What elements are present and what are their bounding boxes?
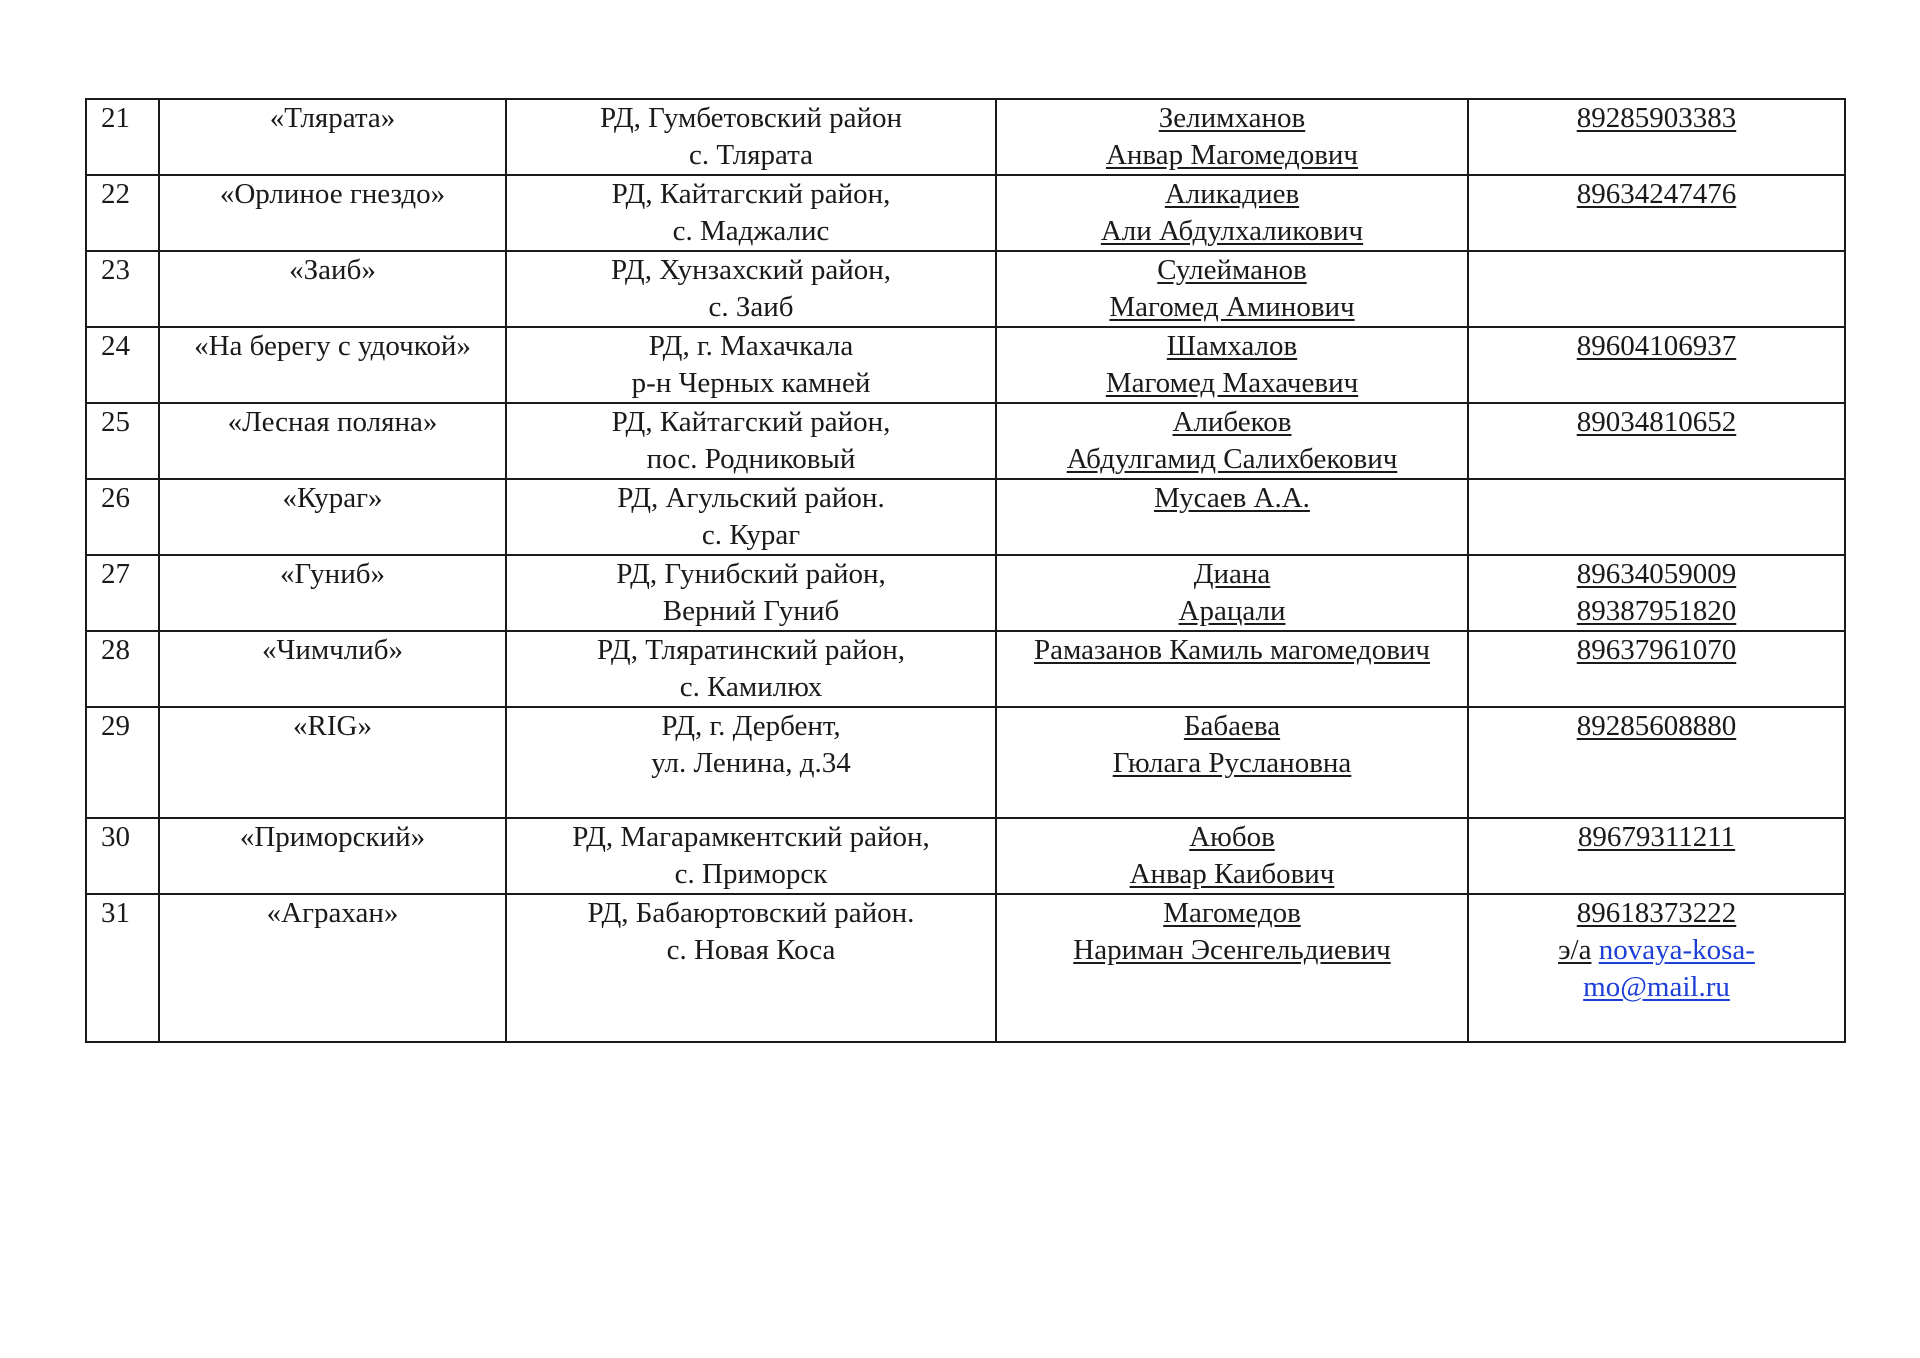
contact-cell <box>996 99 1468 175</box>
object-name: «Чимчлиб» <box>159 631 506 707</box>
address-line: РД, Хунзахский район, <box>610 254 892 286</box>
address-line: РД, Тляратинский район, <box>596 634 906 666</box>
contact-line: Бабаева <box>1183 710 1281 742</box>
table-row <box>86 479 1845 555</box>
table-row <box>86 894 1845 1042</box>
row-number: 31 <box>86 894 159 1042</box>
table-row <box>86 327 1845 403</box>
address-line: РД, г. Махачкала <box>648 330 854 362</box>
phone-cell <box>1468 175 1845 251</box>
contact-line: Нариман Эсенгельдиевич <box>1073 934 1391 966</box>
email-prefix: э/а <box>1558 934 1592 966</box>
contact-line: Абдулгамид Салихбекович <box>1066 443 1398 475</box>
contact-line: Аюбов <box>1189 821 1275 853</box>
contact-cell <box>996 479 1468 555</box>
table-row <box>86 631 1845 707</box>
address-line: пос. Родниковый <box>646 443 856 475</box>
contact-cell <box>996 175 1468 251</box>
address-line: РД, Кайтагский район, <box>611 406 891 438</box>
phone-number: 89285903383 <box>1576 102 1737 134</box>
table-row <box>86 403 1845 479</box>
phone-number: 89034810652 <box>1576 406 1737 438</box>
contact-line: Рамазанов Камиль магомедович <box>1033 634 1430 666</box>
phone-number: 89637961070 <box>1576 634 1737 666</box>
contact-line: Магомед Аминович <box>1109 291 1355 323</box>
object-name: «Заиб» <box>159 251 506 327</box>
contact-line: Анвар Магомедович <box>1105 139 1359 171</box>
row-number: 22 <box>86 175 159 251</box>
object-name: «Тлярата» <box>159 99 506 175</box>
table-row <box>86 818 1845 894</box>
phone-number: 89387951820 <box>1576 595 1737 627</box>
contact-cell <box>996 707 1468 818</box>
object-name: «Лесная поляна» <box>159 403 506 479</box>
phone-cell <box>1468 251 1845 327</box>
contact-line: Гюлага Руслановна <box>1112 747 1352 779</box>
table-row <box>86 707 1845 818</box>
contact-line: Магомед Махачевич <box>1105 367 1359 399</box>
row-number: 25 <box>86 403 159 479</box>
contact-cell <box>996 818 1468 894</box>
contact-line: Мусаев А.А. <box>1154 482 1310 514</box>
table-row <box>86 99 1845 175</box>
address-cell <box>506 555 996 631</box>
row-number: 27 <box>86 555 159 631</box>
row-number: 24 <box>86 327 159 403</box>
address-cell <box>506 327 996 403</box>
contact-line: Зелимханов <box>1158 102 1306 134</box>
address-cell <box>506 707 996 818</box>
object-name: «Кураг» <box>159 479 506 555</box>
contact-cell <box>996 327 1468 403</box>
phone-number: 89679311211 <box>1577 821 1736 853</box>
contact-cell <box>996 894 1468 1042</box>
phone-cell <box>1468 707 1845 818</box>
contact-cell <box>996 251 1468 327</box>
address-line: ул. Ленина, д.34 <box>651 747 851 779</box>
address-line: РД, г. Дербент, <box>661 710 841 742</box>
contact-line: Аликадиев <box>1164 178 1300 210</box>
address-cell <box>506 479 996 555</box>
document-page <box>85 98 1846 1043</box>
contact-cell <box>996 403 1468 479</box>
phone-number: 89285608880 <box>1576 710 1737 742</box>
phone-cell <box>1468 327 1845 403</box>
address-cell <box>506 99 996 175</box>
address-line: РД, Бабаюртовский район. <box>587 897 915 929</box>
address-cell <box>506 175 996 251</box>
phone-cell <box>1468 555 1845 631</box>
address-line: РД, Гумбетовский район <box>599 102 903 134</box>
email-link[interactable]: novaya-kosa- <box>1598 934 1755 966</box>
address-line: р-н Черных камней <box>631 367 871 399</box>
contact-line: Алибеков <box>1172 406 1292 438</box>
address-line: РД, Кайтагский район, <box>611 178 891 210</box>
address-line: с. Кураг <box>701 519 801 551</box>
address-cell <box>506 403 996 479</box>
table-row <box>86 175 1845 251</box>
row-number: 28 <box>86 631 159 707</box>
object-name: «На берегу с удочкой» <box>159 327 506 403</box>
contact-line: Анвар Каибович <box>1129 858 1335 890</box>
address-line: РД, Магарамкентский район, <box>572 821 930 853</box>
object-name: «Аграхан» <box>159 894 506 1042</box>
table-row <box>86 251 1845 327</box>
address-line: с. Маджалис <box>672 215 830 247</box>
contacts-table <box>85 98 1846 1043</box>
address-line: с. Тлярата <box>689 139 813 171</box>
address-line: с. Камилюх <box>679 671 823 703</box>
contact-line: Али Абдулхаликович <box>1100 215 1364 247</box>
contact-line: Диана <box>1193 558 1271 590</box>
phone-cell <box>1468 631 1845 707</box>
address-line: Верний Гуниб <box>662 595 840 627</box>
row-number: 21 <box>86 99 159 175</box>
row-number: 23 <box>86 251 159 327</box>
address-line: с. Приморск <box>674 858 828 890</box>
contact-cell <box>996 555 1468 631</box>
address-cell <box>506 818 996 894</box>
address-cell <box>506 251 996 327</box>
table-row <box>86 555 1845 631</box>
phone-cell <box>1468 894 1845 1042</box>
address-line: с. Заиб <box>708 291 794 323</box>
object-name: «Гуниб» <box>159 555 506 631</box>
email-link[interactable]: mo@mail.ru <box>1583 971 1730 1003</box>
row-number: 26 <box>86 479 159 555</box>
phone-cell <box>1468 403 1845 479</box>
phone-number: 89634059009 <box>1576 558 1737 590</box>
address-line: РД, Гунибский район, <box>616 558 886 590</box>
phone-number: 89604106937 <box>1576 330 1737 362</box>
contact-line: Сулейманов <box>1157 254 1307 286</box>
phone-cell <box>1468 818 1845 894</box>
object-name: «RIG» <box>159 707 506 818</box>
phone-number: 89634247476 <box>1576 178 1737 210</box>
phone-number: 89618373222 <box>1576 897 1737 929</box>
contact-cell <box>996 631 1468 707</box>
object-name: «Приморский» <box>159 818 506 894</box>
row-number: 29 <box>86 707 159 818</box>
object-name: «Орлиное гнездо» <box>159 175 506 251</box>
address-line: РД, Агульский район. <box>617 482 885 514</box>
address-cell <box>506 631 996 707</box>
phone-cell <box>1468 99 1845 175</box>
row-number: 30 <box>86 818 159 894</box>
address-line: с. Новая Коса <box>666 934 836 966</box>
address-cell <box>506 894 996 1042</box>
contact-line: Шамхалов <box>1166 330 1298 362</box>
phone-cell <box>1468 479 1845 555</box>
contact-line: Арацали <box>1178 595 1286 627</box>
email-line <box>1473 932 1840 969</box>
contact-line: Магомедов <box>1163 897 1301 929</box>
